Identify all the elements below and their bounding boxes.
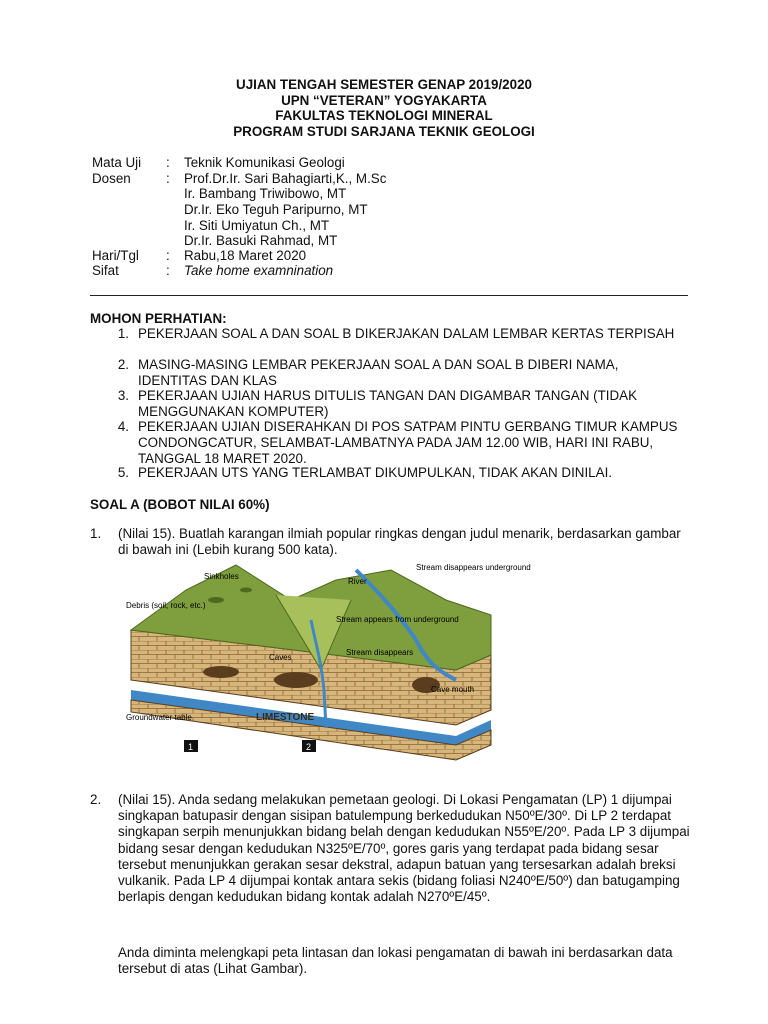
karst-illustration	[126, 560, 531, 765]
sinkhole	[208, 597, 224, 603]
colon: :	[166, 248, 170, 263]
mata-uji-value: Teknik Komunikasi Geologi	[184, 155, 345, 170]
question-number: 1.	[90, 526, 102, 541]
notice-number: 5.	[117, 465, 129, 480]
notice-number: 4.	[117, 419, 129, 434]
marker-2: 2	[306, 742, 312, 752]
dosen-name: Prof.Dr.Ir. Sari Bahagiarti,K., M.Sc	[184, 171, 387, 186]
header-line-2: UPN “VETERAN” YOGYAKARTA	[281, 93, 487, 108]
header-line-1: UJIAN TENGAH SEMESTER GENAP 2019/2020	[236, 77, 532, 92]
notice-number: 2.	[117, 357, 129, 372]
cave	[203, 666, 239, 678]
notice-text: PEKERJAAN SOAL A DAN SOAL B DIKERJAKAN DALAM LEMBAR KERTAS TERPISAH	[138, 326, 675, 341]
colon: :	[166, 263, 170, 278]
dosen-name: Dr.Ir. Basuki Rahmad, MT	[184, 233, 338, 248]
perhatian-title: MOHON PERHATIAN:	[90, 311, 227, 326]
soal-a-title: SOAL A (BOBOT NILAI 60%)	[90, 497, 270, 512]
question-text: (Nilai 15). Anda sedang melakukan pemetaan geologi. Di Lokasi Pengamatan (LP) 1 dijumpai singkapan batupasir dengan sisipan batulempung berkedudukan N50ºE/30º. Di LP 2 terdapat singkapan serpih menunjukkan bidang belah dengan kedudukan N55ºE/20º. Pada LP 3 dijumpai bidang sesar dengan kedudukan N325ºE/70º, gores garis yang terdapat pada bidang sesar tersebut menunjukkan gerakan sesar dekstral, adapun batuan yang tersesarkan adalah breksi vulkanik. Pada LP 4 dijumpai kontak antara sekis (bidang foliasi N240ºE/50º) dan batugamping berlapis dengan kedudukan bidang kontak adalah N270ºE/45º.	[118, 792, 690, 905]
sinkhole	[240, 588, 252, 593]
question-number: 2.	[90, 792, 102, 807]
question-instruction: Anda diminta melengkapi peta lintasan dan lokasi pengamatan di bawah ini berdasarkan data tersebut di atas (Lihat Gambar).	[118, 945, 673, 977]
notice-text: PEKERJAAN UJIAN DISERAHKAN DI POS SATPAM PINTU GERBANG TIMUR KAMPUS CONDONGCATUR, SELAMBAT-LAMBATNYA PADA JAM 12.00 WIB, HARI INI RABU, TANGGAL 18 MARET 2020.	[138, 419, 678, 466]
cave	[274, 672, 318, 688]
label-stream-disappears-underground: Stream disappears underground	[416, 563, 531, 572]
label-river: River	[348, 577, 367, 586]
notice-text: MASING-MASING LEMBAR PEKERJAAN SOAL A DAN SOAL B DIBERI NAMA, IDENTITAS DAN KLAS	[138, 357, 619, 388]
label-sinkholes: Sinkholes	[204, 572, 239, 581]
sifat-label: Sifat	[92, 263, 119, 278]
label-stream-appears: Stream appears from underground	[336, 615, 459, 624]
label-limestone: LIMESTONE	[256, 712, 315, 723]
label-stream-disappears: Stream disappears	[346, 648, 414, 657]
label-cave-mouth: Cave mouth	[431, 685, 475, 694]
dosen-name: Ir. Siti Umiyatun Ch., MT	[184, 218, 330, 233]
dosen-name: Dr.Ir. Eko Teguh Paripurno, MT	[184, 202, 368, 217]
dosen-label: Dosen	[92, 171, 131, 186]
mata-uji-label: Mata Uji	[92, 155, 142, 170]
colon: :	[166, 155, 170, 170]
question-text: (Nilai 15). Buatlah karangan ilmiah popular ringkas dengan judul menarik, berdasarkan gambar di bawah ini (Lebih kurang 500 kata).	[118, 526, 681, 558]
marker-1: 1	[188, 742, 194, 752]
notice-number: 1.	[117, 326, 129, 341]
sifat-value: Take home examnination	[184, 263, 334, 278]
header-line-3: FAKULTAS TEKNOLOGI MINERAL	[275, 108, 493, 123]
hari-label: Hari/Tgl	[92, 248, 139, 263]
hari-value: Rabu,18 Maret 2020	[184, 248, 307, 263]
label-debris: Debris (soil, rock, etc.)	[126, 601, 206, 610]
label-groundwater: Groundwater table	[126, 713, 192, 722]
notice-text: PEKERJAAN UTS YANG TERLAMBAT DIKUMPULKAN, TIDAK AKAN DINILAI.	[138, 465, 613, 480]
divider	[90, 295, 688, 296]
notice-text: PEKERJAAN UJIAN HARUS DITULIS TANGAN DAN DIGAMBAR TANGAN (TIDAK MENGGUNAKAN KOMPUTER)	[138, 388, 638, 419]
notice-number: 3.	[117, 388, 129, 403]
label-caves: Caves	[269, 653, 292, 662]
colon: :	[166, 171, 170, 186]
dosen-name: Ir. Bambang Triwibowo, MT	[184, 186, 347, 201]
header-line-4: PROGRAM STUDI SARJANA TEKNIK GEOLOGI	[233, 124, 535, 139]
